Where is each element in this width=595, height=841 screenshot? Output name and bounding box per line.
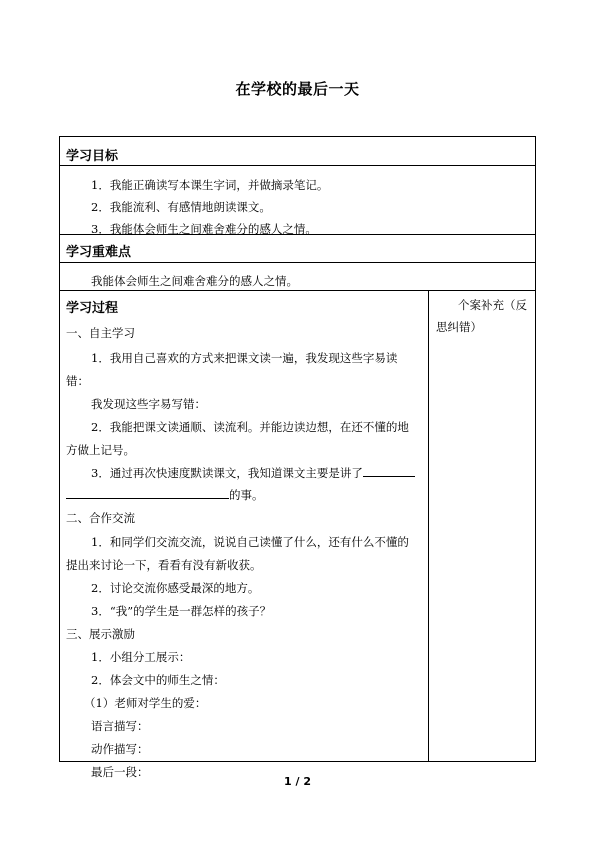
s1-write-line: 我发现这些字易写错： [91, 397, 206, 411]
s3-item-1: 1．小组分工展示： [91, 650, 191, 664]
document-title: 在学校的最后一天 [235, 80, 360, 98]
goal-item-2: 2．我能流利、有感情地朗读课文。 [91, 200, 271, 214]
divider [60, 165, 535, 166]
s1-item-3-line-2 [66, 487, 264, 503]
side-note-line-2: 思纠错） [436, 320, 482, 334]
divider [60, 234, 535, 235]
divider [60, 290, 535, 291]
s1-item-1-line-2: 错： [66, 374, 89, 388]
s2-item-1-line-1: 1．和同学们交流交流，说说自己读懂了什么，还有什么不懂的 [91, 535, 409, 549]
s1-item-2-line-2: 方做上记号。 [66, 443, 135, 457]
divider [60, 262, 535, 263]
answer-blank[interactable] [363, 465, 415, 477]
side-note-line-1: 个案补充（反 [458, 298, 527, 312]
section-3-heading: 三、展示激励 [66, 627, 135, 641]
column-divider [428, 290, 429, 761]
section-2-heading: 二、合作交流 [66, 511, 135, 525]
s3-item-2: 2．体会文中的师生之情： [91, 673, 225, 687]
goals-heading: 学习目标 [66, 149, 119, 164]
section-1-heading: 一、自主学习 [66, 326, 135, 340]
worksheet-table [59, 136, 536, 779]
s1-item-2-line-1: 2．我能把课文读通顺、读流利。并能边读边想，在还不懂的地 [91, 420, 409, 434]
focus-heading: 学习重难点 [66, 245, 132, 260]
s1-item-3-text: 3．通过再次快速度默读课文，我知道课文主要是讲了 [91, 466, 363, 480]
s1-item-1-line-1: 1．我用自己喜欢的方式来把课文读一遍，我发现这些字易读 [91, 351, 398, 365]
s2-item-3: 3．“我”的学生是一群怎样的孩子？ [91, 604, 272, 618]
s2-item-2: 2．讨论交流你感受最深的地方。 [91, 581, 260, 595]
s3-language-description: 语言描写： [91, 719, 149, 733]
s3-last-paragraph: 最后一段： [91, 765, 149, 779]
answer-blank[interactable] [66, 487, 229, 499]
s3-sub-item-1: （1）老师对学生的爱： [84, 696, 207, 710]
s2-item-1-line-2: 提出来讨论一下，看看有没有新收获。 [66, 558, 262, 572]
focus-text: 我能体会师生之间难舍难分的感人之情。 [91, 274, 298, 288]
s1-item-3-line-1 [91, 465, 415, 481]
process-heading: 学习过程 [66, 301, 119, 316]
goal-item-1: 1．我能正确读写本课生字词，并做摘录笔记。 [91, 178, 329, 192]
s3-action-description: 动作描写： [91, 742, 149, 756]
s1-item-3-tail: 的事。 [229, 488, 264, 502]
page-indicator: 1 / 2 [284, 775, 311, 788]
goal-item-3: 3．我能体会师生之间难舍难分的感人之情。 [91, 222, 317, 236]
